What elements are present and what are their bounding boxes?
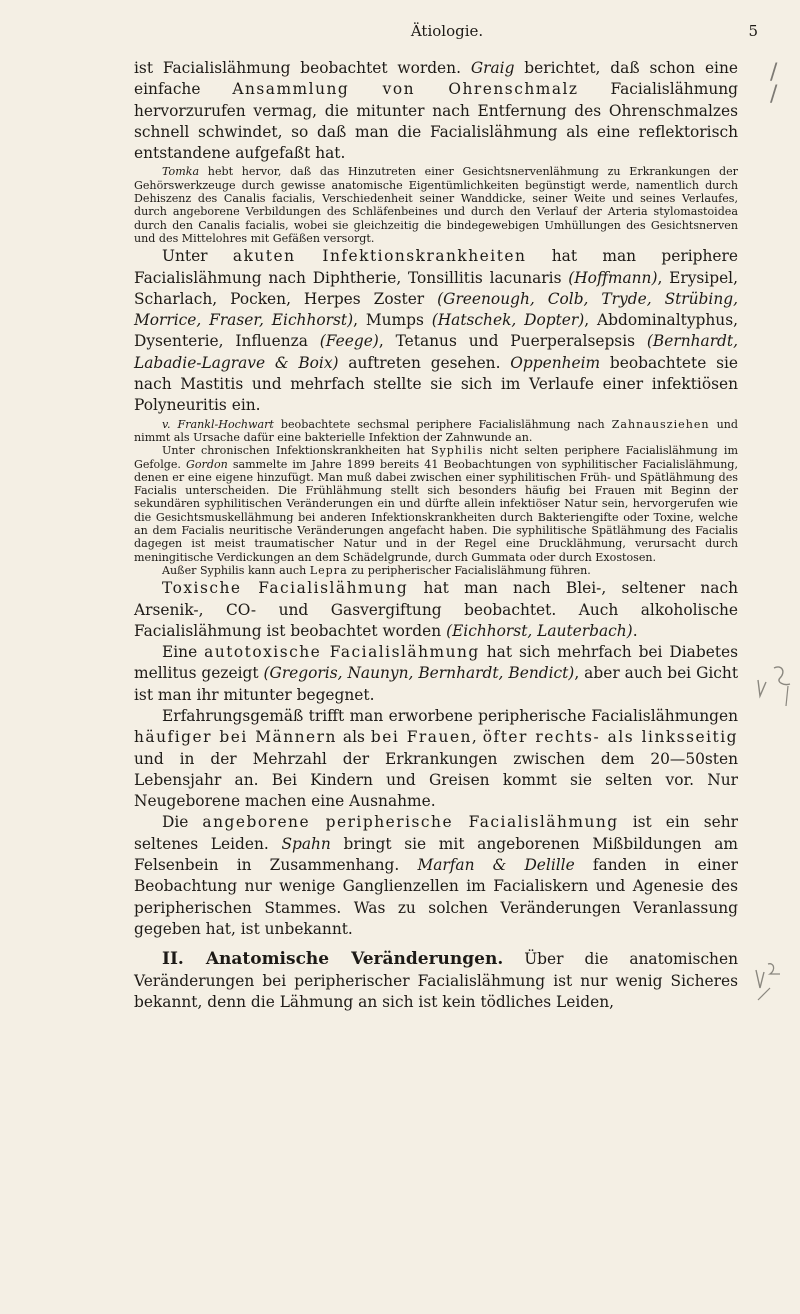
paragraph-tomka: Tomka hebt hervor, daß das Hinzutreten einer Gesichtsnervenlähmung zu Erkrankungen der Gehörswerkzeuge durch gewisse anatomische Eigentümlichkeiten begünstigt werde, namentlich durch Dehiszenz des Canalis facialis, Verschiedenheit seiner Wanddicke, seiner Weite und seines Verlaufes, durch angeborene Verbildungen des Schläfenbeines und durch den Verlauf der Arteria stylomastoidea durch den Canalis facialis, wobei sie gleichzeitig die bindegewebigen Umhüllungen des Gesichtsnerven und des Mittelohres mit Gefäßen versorgt. xyxy=(134,165,738,245)
running-title: Ätiologie. xyxy=(410,22,484,40)
page-number: 5 xyxy=(748,22,758,40)
emphasis-spaced: akuten Infektionskrankheiten xyxy=(232,247,527,266)
emphasis-spaced: angeborene peripherische Facialislähmung xyxy=(202,813,619,832)
paragraph-anatomische: II. Anatomische Veränderungen. Über die anatomischen Veränderungen bei peripherischer Facialislähmung ist nur wenig Sicheres bekannt, denn die Lähmung an sich ist kein tödliches Leiden, xyxy=(134,949,738,1011)
page-header xyxy=(132,22,762,46)
emphasis-spaced: öfter rechts- als linksseitig xyxy=(482,728,738,747)
emphasis-spaced: Zahnausziehen xyxy=(611,417,710,431)
author-citation: (Hatschek, Dopter) xyxy=(431,311,585,330)
pencil-scribble-mark xyxy=(752,960,792,1020)
author-citation: Graig xyxy=(470,59,515,77)
emphasis-spaced: bei Frauen xyxy=(370,728,472,747)
paragraph-angeboren: Die angeborene peripherische Facialislähmung ist ein sehr seltenes Leiden. Spahn bringt sie mit angeborenen Mißbildungen am Felsenbein in Zusammenhang. Marfan & Delille fanden in einer Beobachtung nur wenige Ganglienzellen im Facialiskern und Agenesie des peripherischen Stammes. Was zu solchen Veränderungen Veranlassung gegeben hat, ist unbekannt. xyxy=(134,813,739,938)
paragraph-lepra: Außer Syphilis kann auch Lepra zu peripherischer Facialislähmung führen. xyxy=(162,563,591,577)
emphasis-spaced: Lepra xyxy=(309,563,348,577)
author-citation: Marfan & Delille xyxy=(417,856,575,875)
paragraph-syphilis: Unter chronischen Infektionskrankheiten hat Syphilis nicht selten periphere Facialislähmung im Gefolge. Gordon sammelte im Jahre 1899 bereits 41 Beobachtungen von syphilitischer Facialislähmung, denen er eine eigene hinzufügt. Man muß dabei zwischen einer syphilitischen Früh- und Spätlähmung des Facialis unterscheiden. Die Frühlähmung stellt sich besonders häufig bei Frauen mit Beginn der sekundären syphilitischen Veränderungen ein und dürfte allein infektiöser Natur sein, hervorgerufen wie die Gesichtsmuskellähmung bei anderen Infektionskrankheiten durch Bakteriengifte oder Toxine, welche an dem Facialis neuritische Veränderungen angefacht haben. Die syphilitische Spätlähmung des Facialis dagegen ist meist traumatischer Natur und in der Regel eine Drucklähmung, verursacht durch meningitische Verdickungen an dem Schädelgrunde, durch Gummata oder durch Exostosen. xyxy=(134,444,738,564)
page-body xyxy=(134,58,738,1013)
author-citation: (Bernhardt, Labadie-Lagrave & Boix) xyxy=(134,332,738,372)
paragraph-ohrenschmalz: ist Facialislähmung beobachtet worden. Graig berichtet, daß schon eine einfache Ansammlung von Ohrenschmalz Facialislähmung hervorzurufen vermag, die mitunter nach Entfernung des Ohrenschmalzes schnell schwindet, so daß man die Facialislähmung als eine reflektorisch entstandene aufgefaßt hat. xyxy=(134,59,738,163)
emphasis-spaced: Ansammlung von Ohrenschmalz xyxy=(232,80,579,99)
pencil-slash-mark: / xyxy=(770,60,778,85)
emphasis-spaced: Toxische Facialislähmung xyxy=(162,579,409,598)
author-citation: Oppenheim xyxy=(510,353,601,372)
author-citation: Gordon xyxy=(186,457,228,471)
pencil-scribble-mark xyxy=(752,662,796,710)
emphasis-spaced: autotoxische Facialislähmung xyxy=(204,643,480,662)
author-citation: (Eichhorst, Lauterbach) xyxy=(446,621,633,640)
paragraph-toxisch: Toxische Facialislähmung hat man nach Blei-, seltener nach Arsenik-, CO- und Gasvergiftung beobachtet. Auch alkoholische Facialislähmung ist beobachtet worden (Eichhorst, Lauterbach). xyxy=(134,579,738,640)
author-citation: (Greenough, Colb, Tryde, Strübing, Morrice, Fraser, Eichhorst) xyxy=(134,289,738,330)
pencil-slash-mark: / xyxy=(770,82,778,107)
author-citation: Tomka xyxy=(162,165,200,179)
author-citation: Spahn xyxy=(281,834,331,853)
author-citation: v. Frankl-Hochwart xyxy=(162,417,274,431)
emphasis-spaced: häufiger bei Männern xyxy=(134,728,337,747)
author-citation: (Gregoris, Naunyn, Bernhardt, Bendict) xyxy=(263,664,575,683)
paragraph-zahnausziehen: v. Frankl-Hochwart beobachtete sechsmal periphere Facialislähmung nach Zahnausziehen und nimmt als Ursache dafür eine bakterielle Infektion der Zahnwunde an. xyxy=(134,417,738,444)
author-citation: (Feege) xyxy=(319,332,379,351)
paragraph-akute-infektion: Unter akuten Infektionskrankheiten hat man periphere Facialislähmung nach Diphtherie, Tonsillitis lacunaris (Hoffmann), Erysipel, Scharlach, Pocken, Herpes Zoster (Greenough, Colb, Tryde, Strübing, Morrice, Fraser, Eichhorst), Mumps (Hatschek, Dopter), Abdominaltyphus, Dysenterie, Influenza (Feege), Tetanus und Puerperalsepsis (Bernhardt, Labadie-Lagrave & Boix) auftreten gesehen. Oppenheim beobachtete sie nach Mastitis und mehrfach stellte sie sich im Verlaufe einer infektiösen Polyneuritis ein. xyxy=(134,247,738,415)
author-citation: (Hoffmann) xyxy=(568,268,658,287)
paragraph-autotoxisch: Eine autotoxische Facialislähmung hat sich mehrfach bei Diabetes mellitus gezeigt (Gregoris, Naunyn, Bernhardt, Bendict), aber auch bei Gicht ist man ihr mitunter begegnet. xyxy=(134,643,739,704)
paragraph-erfahrung: Erfahrungsgemäß trifft man erworbene peripherische Facialislähmungen häufiger bei Männern als bei Frauen, öfter rechts- als linksseitig und in der Mehrzahl der Erkrankungen zwischen dem 20—50sten Lebensjahr an. Bei Kindern und Greisen kommt sie selten vor. Nur Neugeborene machen eine Ausnahme. xyxy=(134,706,738,811)
section-heading: II. Anatomische Veränderungen. xyxy=(162,949,504,970)
emphasis-spaced: Syphilis xyxy=(430,444,484,458)
